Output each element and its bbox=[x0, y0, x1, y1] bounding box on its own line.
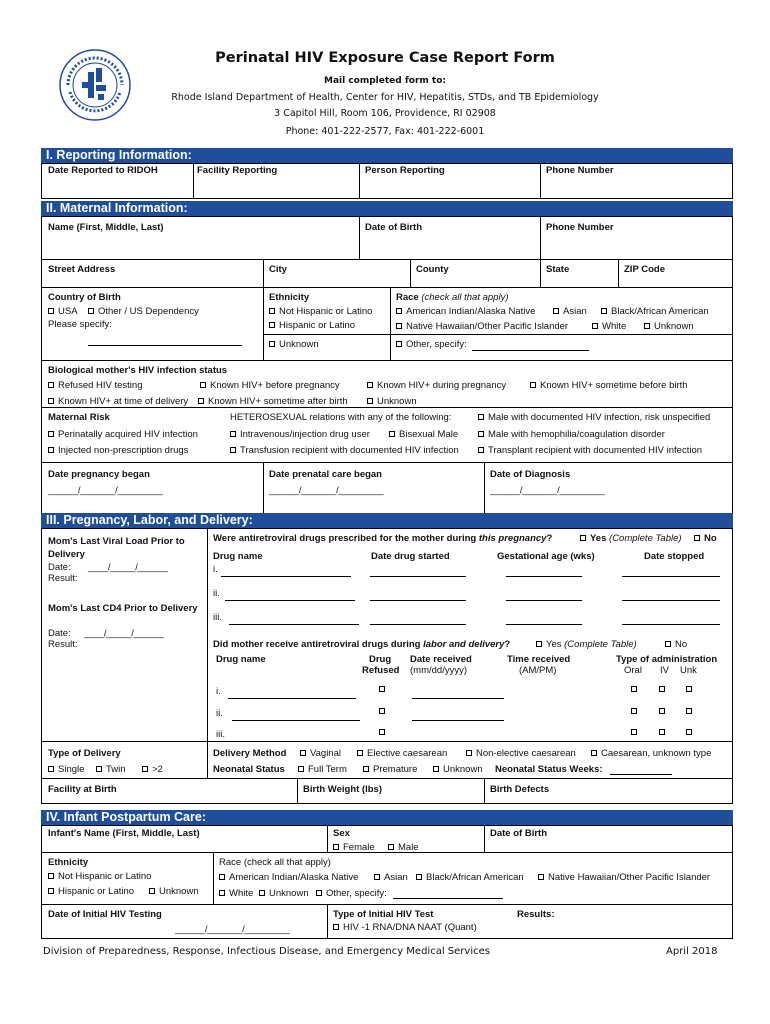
checkbox-icon[interactable] bbox=[333, 844, 339, 850]
checkbox-icon[interactable] bbox=[219, 874, 225, 880]
checkbox-icon[interactable] bbox=[142, 766, 148, 772]
checkbox-icon[interactable] bbox=[466, 750, 472, 756]
birth-weight-field[interactable]: Birth Weight (lbs) bbox=[303, 784, 382, 795]
cd4-result-label: Result: bbox=[48, 639, 78, 650]
delivery-type-label: Type of Delivery bbox=[48, 748, 121, 759]
mother-name-field[interactable]: Name (First, Middle, Last) bbox=[48, 222, 164, 233]
drug-refused-col-2: Refused bbox=[362, 665, 400, 676]
ethnicity-unknown-option[interactable]: Unknown bbox=[269, 339, 319, 350]
form-title: Perinatal HIV Exposure Case Report Form bbox=[215, 50, 555, 66]
checkbox-icon[interactable] bbox=[269, 322, 275, 328]
risk-idu-option[interactable]: Intravenous/injection drug user bbox=[230, 429, 370, 440]
zip-field[interactable]: ZIP Code bbox=[624, 264, 665, 275]
section-reporting-header: I. Reporting Information: bbox=[41, 148, 733, 163]
mother-ethnicity-label: Ethnicity bbox=[269, 292, 310, 303]
pregnancy-began-field[interactable]: ______/_______/_________ bbox=[48, 485, 163, 496]
diagnosis-date-field[interactable]: ______/_______/_________ bbox=[490, 485, 605, 496]
race-asian-option[interactable]: Asian bbox=[553, 306, 587, 317]
status-at-delivery-option[interactable]: Known HIV+ at time of delivery bbox=[48, 396, 188, 407]
checkbox-icon[interactable] bbox=[149, 888, 155, 894]
section-maternal-header: II. Maternal Information: bbox=[41, 201, 733, 216]
checkbox-icon[interactable] bbox=[478, 447, 484, 453]
checkbox-icon[interactable] bbox=[96, 766, 102, 772]
diagnosis-date-label: Date of Diagnosis bbox=[490, 469, 571, 480]
infant-race-other-line[interactable] bbox=[393, 898, 503, 899]
status-before-birth-option[interactable]: Known HIV+ sometime before birth bbox=[530, 380, 688, 391]
initial-test-date-field[interactable]: ______/_______/_________ bbox=[175, 924, 290, 935]
ethnicity-hispanic-option[interactable]: Hispanic or Latino bbox=[269, 320, 355, 331]
initial-test-date-label: Date of Initial HIV Testing bbox=[48, 909, 162, 920]
checkbox-icon[interactable] bbox=[88, 308, 94, 314]
checkbox-icon[interactable] bbox=[601, 308, 607, 314]
infant-race-white-option[interactable]: White bbox=[219, 888, 253, 899]
birth-defects-field[interactable]: Birth Defects bbox=[490, 784, 550, 795]
neonatal-weeks-label: Neonatal Status Weeks: bbox=[495, 764, 603, 775]
checkbox-icon[interactable] bbox=[48, 431, 54, 437]
checkbox-icon[interactable] bbox=[416, 874, 422, 880]
risk-injected-option[interactable]: Injected non-prescription drugs bbox=[48, 445, 188, 456]
checkbox-icon[interactable] bbox=[478, 431, 484, 437]
infant-race-asian-option[interactable]: Asian bbox=[374, 872, 408, 883]
checkbox-icon[interactable] bbox=[48, 308, 54, 314]
checkbox-icon[interactable] bbox=[644, 323, 650, 329]
labor-yes-option[interactable]: Yes (Complete Table) bbox=[536, 639, 637, 650]
race-white-option[interactable]: White bbox=[592, 321, 626, 332]
checkbox-icon[interactable] bbox=[396, 308, 402, 314]
infant-sex-label: Sex bbox=[333, 828, 350, 839]
checkbox-icon[interactable] bbox=[580, 535, 586, 541]
results-label: Results: bbox=[517, 909, 555, 920]
arv-row-label: iii. bbox=[213, 612, 222, 623]
checkbox-icon[interactable] bbox=[230, 431, 236, 437]
checkbox-icon[interactable] bbox=[198, 398, 204, 404]
checkbox-icon[interactable] bbox=[396, 341, 402, 347]
prenatal-began-field[interactable]: ______/_______/_________ bbox=[269, 485, 384, 496]
admin-type-col: Type of administration bbox=[616, 654, 718, 665]
date-stopped-col: Date stopped bbox=[644, 551, 705, 562]
bio-status-label: Biological mother's HIV infection status bbox=[48, 365, 228, 376]
checkbox-icon[interactable] bbox=[478, 414, 484, 420]
labor-refused-checkbox[interactable] bbox=[379, 729, 385, 735]
neonatal-premature-option[interactable]: Premature bbox=[363, 764, 417, 775]
checkbox-icon[interactable] bbox=[538, 874, 544, 880]
status-during-pregnancy-option[interactable]: Known HIV+ during pregnancy bbox=[367, 380, 506, 391]
time-received-col: Time received bbox=[507, 654, 571, 665]
viral-load-label: Mom's Last Viral Load Prior to Delivery bbox=[48, 536, 185, 560]
infant-hispanic-option[interactable]: Hispanic or Latino bbox=[48, 886, 134, 897]
county-field[interactable]: County bbox=[416, 264, 449, 275]
checkbox-icon[interactable] bbox=[665, 641, 671, 647]
method-caes-unknown-option[interactable]: Caesarean, unknown type bbox=[591, 748, 711, 759]
checkbox-icon[interactable] bbox=[357, 750, 363, 756]
arv-row-label: ii. bbox=[213, 588, 220, 599]
infant-dob-field[interactable]: Date of Birth bbox=[490, 828, 547, 839]
arv-date-stopped-field[interactable] bbox=[622, 624, 720, 625]
infant-name-field[interactable]: Infant's Name (First, Middle, Last) bbox=[48, 828, 200, 839]
arv-pregnancy-question: Were antiretroviral drugs prescribed for the mother during this pregnancy? bbox=[213, 533, 553, 544]
infant-race-unknown-option[interactable]: Unknown bbox=[259, 888, 309, 899]
checkbox-icon[interactable] bbox=[433, 766, 439, 772]
city-field[interactable]: City bbox=[269, 264, 287, 275]
drug-refused-col-1: Drug bbox=[369, 654, 392, 665]
heterosexual-label: HETEROSEXUAL relations with any of the following: bbox=[230, 412, 452, 423]
labor-drug-name-field[interactable] bbox=[232, 720, 360, 721]
checkbox-icon[interactable] bbox=[333, 924, 339, 930]
checkbox-icon[interactable] bbox=[200, 382, 206, 388]
arv-gest-age-field[interactable] bbox=[506, 624, 582, 625]
labor-row-label: i. bbox=[216, 686, 221, 697]
date-reported-field[interactable]: Date Reported to RIDOH bbox=[48, 165, 158, 176]
prenatal-began-label: Date prenatal care began bbox=[269, 469, 382, 480]
address-line: 3 Capitol Hill, Room 106, Providence, RI 02908 bbox=[274, 108, 496, 119]
arv-no-option[interactable]: No bbox=[694, 533, 717, 544]
infant-race-other-option[interactable]: Other, specify: bbox=[316, 888, 387, 899]
initial-test-type-label: Type of Initial HIV Test bbox=[333, 909, 434, 920]
checkbox-icon[interactable] bbox=[259, 890, 265, 896]
checkbox-icon[interactable] bbox=[230, 447, 236, 453]
ethnicity-not-hispanic-option[interactable]: Not Hispanic or Latino bbox=[269, 306, 372, 317]
viral-load-date-label: Date: bbox=[48, 562, 71, 573]
admin-unk-col: Unk bbox=[680, 665, 697, 676]
race-aian-option[interactable]: American Indian/Alaska Native bbox=[396, 306, 535, 317]
cd4-label: Mom's Last CD4 Prior to Delivery bbox=[48, 603, 198, 614]
checkbox-icon[interactable] bbox=[300, 750, 306, 756]
checkbox-icon[interactable] bbox=[367, 382, 373, 388]
footer-division: Division of Preparedness, Response, Infectious Disease, and Emergency Medical Services bbox=[43, 946, 490, 957]
facility-birth-field[interactable]: Facility at Birth bbox=[48, 784, 117, 795]
org-line: Rhode Island Department of Health, Center for HIV, Hepatitis, STDs, and TB Epidemiology bbox=[171, 92, 599, 103]
method-nonelective-option[interactable]: Non-elective caesarean bbox=[466, 748, 576, 759]
arv-date-started-field[interactable] bbox=[370, 624, 466, 625]
facility-reporting-field[interactable]: Facility Reporting bbox=[197, 165, 278, 176]
viral-load-result-label: Result: bbox=[48, 573, 78, 584]
arv-drug-name-field[interactable] bbox=[229, 624, 359, 625]
mother-race-label: Race (check all that apply) bbox=[396, 292, 509, 303]
labor-no-option[interactable]: No bbox=[665, 639, 687, 650]
method-vaginal-option[interactable]: Vaginal bbox=[300, 748, 341, 759]
labor-row-label: ii. bbox=[216, 708, 223, 719]
labor-drug-name-field[interactable] bbox=[228, 698, 356, 699]
admin-oral-col: Oral bbox=[624, 665, 642, 676]
reporter-phone-field[interactable]: Phone Number bbox=[546, 165, 614, 176]
checkbox-icon[interactable] bbox=[298, 766, 304, 772]
checkbox-icon[interactable] bbox=[396, 323, 402, 329]
delivery-method-label: Delivery Method bbox=[213, 748, 287, 759]
labor-refused-checkbox[interactable] bbox=[379, 708, 385, 714]
race-nhpi-option[interactable]: Native Hawaiian/Other Pacific Islander bbox=[396, 321, 568, 332]
admin-oral-checkbox[interactable] bbox=[631, 729, 637, 735]
admin-oral-checkbox[interactable] bbox=[631, 708, 637, 714]
drug-name-col: Drug name bbox=[213, 551, 263, 562]
status-before-pregnancy-option[interactable]: Known HIV+ before pregnancy bbox=[200, 380, 340, 391]
checkbox-icon[interactable] bbox=[48, 873, 54, 879]
method-elective-option[interactable]: Elective caesarean bbox=[357, 748, 447, 759]
sex-female-option[interactable]: Female bbox=[333, 842, 375, 853]
arv-yes-option[interactable]: Yes (Complete Table) bbox=[580, 533, 682, 544]
risk-transfusion-option[interactable]: Transfusion recipient with documented HIV infection bbox=[230, 445, 459, 456]
country-specify-line[interactable] bbox=[88, 345, 242, 346]
status-after-birth-option[interactable]: Known HIV+ sometime after birth bbox=[198, 396, 348, 407]
labor-arv-question: Did mother receive antiretroviral drugs during labor and delivery? bbox=[213, 639, 511, 650]
checkbox-icon[interactable] bbox=[389, 431, 395, 437]
admin-iv-col: IV bbox=[660, 665, 669, 676]
checkbox-icon[interactable] bbox=[530, 382, 536, 388]
checkbox-icon[interactable] bbox=[591, 750, 597, 756]
maternal-risk-label: Maternal Risk bbox=[48, 412, 110, 423]
arv-date-started-field[interactable] bbox=[370, 576, 466, 577]
admin-unk-checkbox[interactable] bbox=[686, 729, 692, 735]
admin-iv-checkbox[interactable] bbox=[659, 708, 665, 714]
race-other-option[interactable]: Other, specify: bbox=[396, 339, 467, 350]
test-rna-option[interactable]: HIV -1 RNA/DNA NAAT (Quant) bbox=[333, 922, 477, 933]
arv-drug-name-field[interactable] bbox=[225, 600, 355, 601]
status-unknown-option[interactable]: Unknown bbox=[367, 396, 417, 407]
infant-ethnicity-label: Ethnicity bbox=[48, 857, 89, 868]
mother-dob-field[interactable]: Date of Birth bbox=[365, 222, 422, 233]
neonatal-unknown-option[interactable]: Unknown bbox=[433, 764, 483, 775]
risk-perinatal-option[interactable]: Perinatally acquired HIV infection bbox=[48, 429, 198, 440]
infant-race-label: Race (check all that apply) bbox=[219, 857, 331, 868]
checkbox-icon[interactable] bbox=[269, 341, 275, 347]
section-infant-header: IV. Infant Postpartum Care: bbox=[41, 810, 733, 825]
labor-date-received-field[interactable] bbox=[412, 720, 504, 721]
checkbox-icon[interactable] bbox=[48, 447, 54, 453]
date-received-format: (mm/dd/yyyy) bbox=[410, 665, 467, 676]
neonatal-status-label: Neonatal Status bbox=[213, 764, 285, 775]
viral-load-date-field[interactable]: ____/_____/______ bbox=[88, 562, 168, 573]
state-field[interactable]: State bbox=[546, 264, 570, 275]
arv-gest-age-field[interactable] bbox=[506, 600, 582, 601]
checkbox-icon[interactable] bbox=[316, 890, 322, 896]
arv-row-label: i. bbox=[213, 564, 218, 575]
admin-oral-checkbox[interactable] bbox=[631, 686, 637, 692]
infant-ethnicity-unknown-option[interactable]: Unknown bbox=[149, 886, 199, 897]
cd4-date-field[interactable]: ____/_____/______ bbox=[84, 628, 164, 639]
checkbox-icon[interactable] bbox=[219, 890, 225, 896]
checkbox-icon[interactable] bbox=[592, 323, 598, 329]
phone-fax-line: Phone: 401-222-2577, Fax: 401-222-6001 bbox=[285, 126, 485, 137]
country-of-birth-label: Country of Birth bbox=[48, 292, 121, 303]
neonatal-weeks-line[interactable] bbox=[610, 774, 672, 775]
checkbox-icon[interactable] bbox=[48, 398, 54, 404]
checkbox-icon[interactable] bbox=[48, 382, 54, 388]
labor-date-received-field[interactable] bbox=[412, 698, 504, 699]
risk-bisexual-option[interactable]: Bisexual Male bbox=[389, 429, 458, 440]
arv-date-stopped-field[interactable] bbox=[622, 576, 720, 577]
sex-male-option[interactable]: Male bbox=[388, 842, 419, 853]
checkbox-icon[interactable] bbox=[48, 766, 54, 772]
person-reporting-field[interactable]: Person Reporting bbox=[365, 165, 445, 176]
admin-iv-checkbox[interactable] bbox=[659, 686, 665, 692]
checkbox-icon[interactable] bbox=[536, 641, 542, 647]
risk-transplant-option[interactable]: Transplant recipient with documented HIV infection bbox=[478, 445, 702, 456]
country-usa-option[interactable]: USA bbox=[48, 306, 78, 317]
date-started-col: Date drug started bbox=[371, 551, 450, 562]
labor-refused-checkbox[interactable] bbox=[379, 686, 385, 692]
admin-unk-checkbox[interactable] bbox=[686, 686, 692, 692]
street-address-field[interactable]: Street Address bbox=[48, 264, 116, 275]
please-specify-label: Please specify: bbox=[48, 319, 112, 330]
race-other-line[interactable] bbox=[472, 350, 589, 351]
infant-not-hispanic-option[interactable]: Not Hispanic or Latino bbox=[48, 871, 151, 882]
status-refused-option[interactable]: Refused HIV testing bbox=[48, 380, 143, 391]
arv-date-stopped-field[interactable] bbox=[622, 600, 720, 601]
labor-drug-name-col: Drug name bbox=[216, 654, 266, 665]
risk-hemophilia-option[interactable]: Male with hemophilia/coagulation disorder bbox=[478, 429, 665, 440]
delivery-gt2-option[interactable]: >2 bbox=[142, 764, 163, 775]
mother-phone-field[interactable]: Phone Number bbox=[546, 222, 614, 233]
checkbox-icon[interactable] bbox=[694, 535, 700, 541]
mail-line: Mail completed form to: bbox=[324, 76, 446, 86]
arv-gest-age-field[interactable] bbox=[506, 576, 582, 577]
checkbox-icon[interactable] bbox=[269, 308, 275, 314]
arv-drug-name-field[interactable] bbox=[221, 576, 351, 577]
infant-race-aian-option[interactable]: American Indian/Alaska Native bbox=[219, 872, 358, 883]
section-pregnancy-header: III. Pregnancy, Labor, and Delivery: bbox=[41, 513, 733, 528]
arv-date-started-field[interactable] bbox=[370, 600, 466, 601]
gest-age-col: Gestational age (wks) bbox=[497, 551, 595, 562]
time-received-format: (AM/PM) bbox=[519, 665, 557, 676]
country-other-option[interactable]: Other / US Dependency bbox=[88, 306, 199, 317]
checkbox-icon[interactable] bbox=[367, 398, 373, 404]
checkbox-icon[interactable] bbox=[48, 888, 54, 894]
delivery-twin-option[interactable]: Twin bbox=[96, 764, 126, 775]
infant-race-nhpi-option[interactable]: Native Hawaiian/Other Pacific Islander bbox=[538, 872, 710, 883]
neonatal-fullterm-option[interactable]: Full Term bbox=[298, 764, 347, 775]
checkbox-icon[interactable] bbox=[388, 844, 394, 850]
checkbox-icon[interactable] bbox=[363, 766, 369, 772]
infant-race-black-option[interactable]: Black/African American bbox=[416, 872, 524, 883]
labor-row-label: iii. bbox=[216, 729, 225, 740]
race-black-option[interactable]: Black/African American bbox=[601, 306, 709, 317]
admin-iv-checkbox[interactable] bbox=[659, 729, 665, 735]
delivery-single-option[interactable]: Single bbox=[48, 764, 84, 775]
admin-unk-checkbox[interactable] bbox=[686, 708, 692, 714]
checkbox-icon[interactable] bbox=[374, 874, 380, 880]
date-received-col: Date received bbox=[410, 654, 472, 665]
cd4-date-label: Date: bbox=[48, 628, 71, 639]
pregnancy-began-label: Date pregnancy began bbox=[48, 469, 150, 480]
footer-date: April 2018 bbox=[666, 946, 718, 957]
checkbox-icon[interactable] bbox=[553, 308, 559, 314]
risk-male-hiv-option[interactable]: Male with documented HIV infection, risk unspecified bbox=[478, 412, 710, 423]
race-unknown-option[interactable]: Unknown bbox=[644, 321, 694, 332]
